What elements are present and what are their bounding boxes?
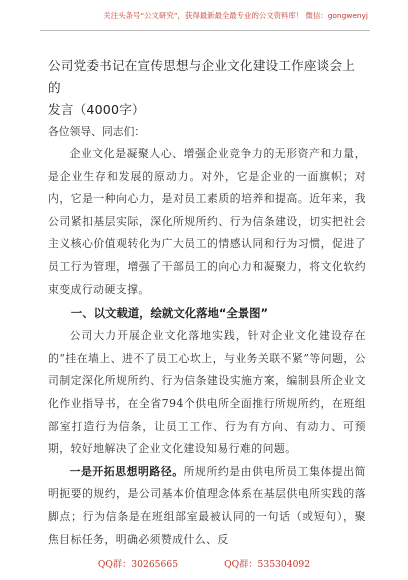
paragraph-2: 公司大力开展企业文化落地实践，针对企业文化建设存在的“挂在墙上、进不了员工心坎上，与业务关联不紧”等问题，公司制定深化所规所约、行为信条建设实施方案，编制县所企业文化作业指导书，在全省794个供电所全面推行所规所约，在班组部室打造行为信条，让员工工作、行为有方向、有动力、可预期，较好地解决了企业文化建设知易行难的问题。 [48,329,366,456]
document-title-line-2: 发言（4000字） [48,102,145,117]
paragraph-3-lead: 一是开拓思想明路径。 [69,464,184,478]
footer-qq-group-2: QQ群：535304092 [224,559,311,570]
paragraph-1: 企业文化是凝聚人心、增强企业竞争力的无形资产和力量，是企业生存和发展的原动力。对外，它是企业的一面旗帜；对内，它是一种向心力，是对员工素质的培养和提高。近年来，我公司紧扣基层实际，深化所规所约、行为信条建设，切实把社会主义核心价值观转化为广大员工的情感认同和行为习惯，促进了员工行为管理，增强了干部员工的向心力和凝聚力，将文化软约束变成行动硬支撑。 [48,147,366,296]
footer-qq-group-1: QQ群：30265665 [97,559,179,570]
page-header [0,0,408,30]
section-heading-1: 一、以文载道，绘就文化落地“全景图” [70,306,269,321]
header-divider [40,30,370,31]
paragraph-3 [48,461,366,551]
greeting: 各位领导、同志们： [48,125,146,138]
document-body [48,55,366,551]
paragraph-3-body: 所规所约是由供电所员工集体提出简明扼要的规约，是公司基本价值理念体系在基层供电所实践的落脚点；行为信条是在班组部室最被认同的一句话（或短句），聚焦目标任务，明确必须赞成什么、反 [48,464,367,546]
document-title-line-1: 公司党委书记在宣传思想与企业文化建设工作座谈会上的 [48,58,356,95]
header-notice: 关注头条号“公文研究”，获得最新最全最专业的公文资料库！ 微信：gongwenyj [103,10,368,20]
page-footer [0,556,408,574]
